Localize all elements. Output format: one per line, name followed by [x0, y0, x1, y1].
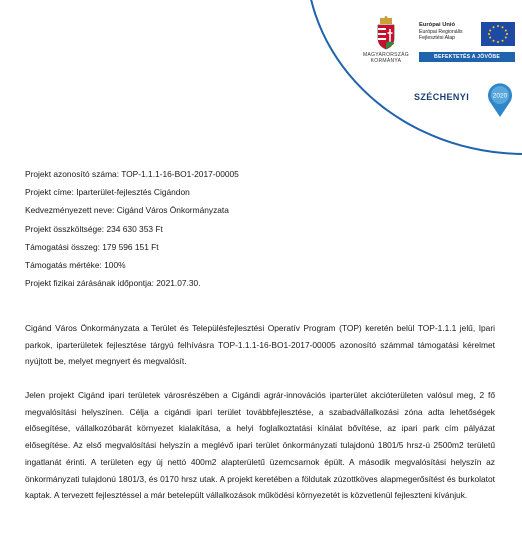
eu-flag-icon: [481, 22, 515, 46]
gov-logo-text: [360, 52, 412, 64]
szechenyi-2020-badge-icon: [486, 82, 514, 118]
eu-funding-logo: [419, 22, 514, 60]
eu-text-line-1: Európai Unió: [419, 22, 456, 28]
gov-logo-line-1: MAGYARORSZÁG: [362, 52, 409, 58]
beneficiary-name: Kedvezményezett neve: Cigánd Város Önkormányzata: [25, 205, 229, 216]
intro-paragraph: Cigánd Város Önkormányzata a Terület és Településfejlesztési Operatív Program (TOP) keretén belül TOP-1.1.1 jelű, Ipari parkok, iparterületek fejlesztése tárgyú felhívásra TOP-1.1.1-16-BO1-2017-00005 azonosító számmal támogatási kérelmet nyújtott be, melyet megnyert és megvalósít.: [25, 323, 495, 367]
szechenyi-2020-logo-text: SZÉCHENYI: [414, 92, 470, 102]
szechenyi-year-label: 2020: [492, 92, 508, 100]
coat-of-arms-icon: [375, 16, 397, 50]
grant-rate: Támogatás mértéke: 100%: [25, 259, 126, 270]
description-paragraph: Jelen projekt Cigánd ipari területek városrészében a Cigándi agrár-innovációs iparterület akcióterületen valósul meg, 2 fő megvalósítási helyszínen. Célja a cigándi ipari terület továbbfejlesztése, a szabadvállalkozási zóna adta lehetőségek elősegítése, vállalkozóbarát környezet kialakítása, a helyi foglalkoztatási kínálat bővítése, az ipari park cím pályázat elősegítése. Az első megvalósítási helyszín a meglévő ipari terület önkormányzati tulajdonú 1801/5 hrsz-ú 2500m2 területű ingatlanát érinti. A területen egy új nettó 400m2 alapterületű üzemcsarnok épült. A második megvalósítási helyszín az önkormányzati tulajdonú 1801/3, és 0170 hrsz utak. A projekt keretében a földutak zúzottköves alapmegerősítést és burkolatot kaptak. A tervezett fejlesztéssel a már betelepült vállalkozások működési környezetét is közvetlenül fejleszteni kívánjuk.: [25, 390, 495, 501]
eu-text-line-2: Európai Regionális: [419, 28, 463, 35]
project-total-cost: Projekt összköltsége: 234 630 353 Ft: [25, 223, 163, 234]
grant-amount: Támogatási összeg: 179 596 151 Ft: [25, 241, 159, 252]
eu-text-line-3: Fejlesztési Alap: [419, 35, 456, 41]
project-title: Projekt címe: Iparterület-fejlesztés Cigándon: [25, 187, 190, 198]
gov-logo-line-2: KORMÁNYA: [370, 58, 402, 64]
project-id: Projekt azonosító száma: TOP-1.1.1-16-BO1-2017-00005: [25, 169, 239, 179]
project-details: [25, 165, 239, 292]
invest-in-future-banner: BEFEKTETÉS A JÖVŐBE: [419, 52, 515, 62]
eu-fund-text: [419, 22, 479, 42]
project-closing-date: Projekt fizikai zárásának időpontja: 2021.07.30.: [25, 278, 201, 289]
hungarian-government-logo: [360, 16, 412, 64]
